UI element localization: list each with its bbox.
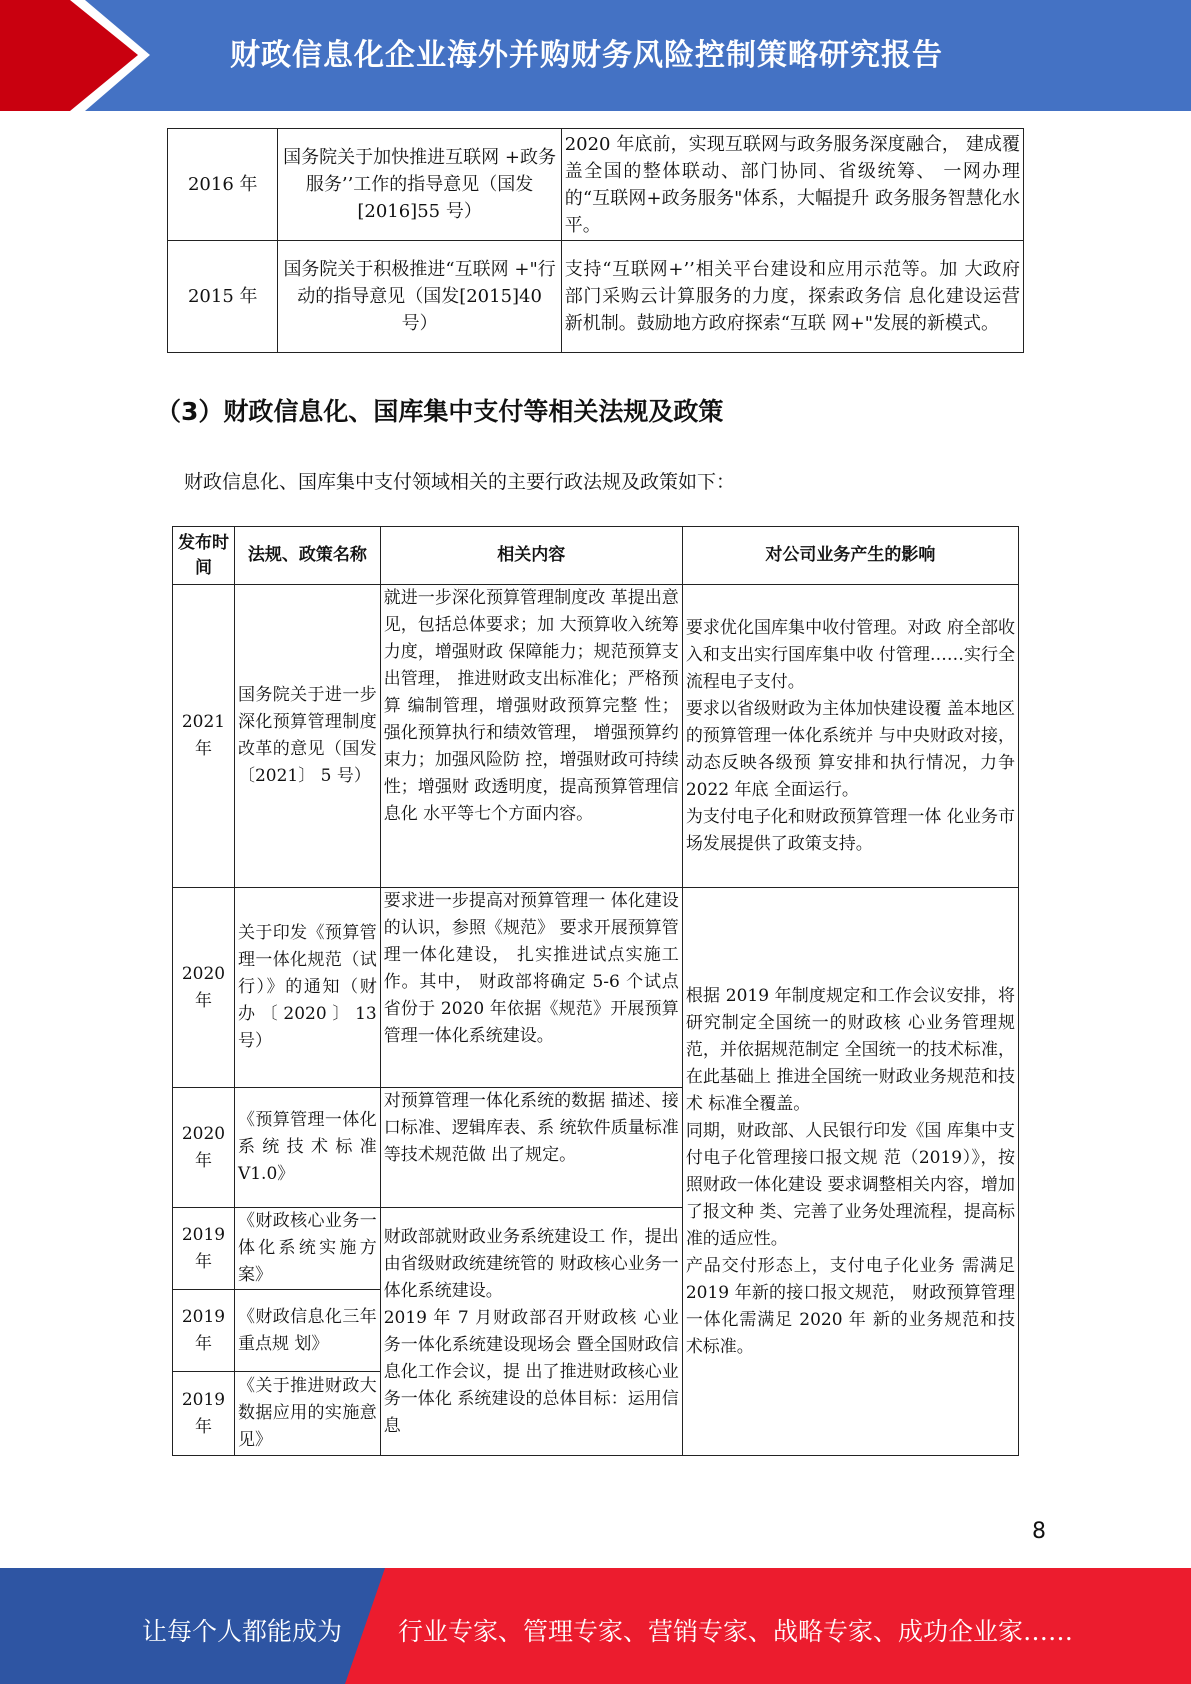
table-cell-content: 2020 年底前，实现互联网与政务服务深度融合， 建成覆盖全国的整体联动、部门协同、省级统筹、 一网办理的“互联网+政务服务"体系，大幅提升 政务服务智慧化水平。 [561, 129, 1023, 241]
table-cell-year: 2019 年 [173, 1208, 235, 1290]
table-cell-content: 支持“互联网+’’相关平台建设和应用示范等。加 大政府部门采购云计算服务的力度，探索政务信 息化建设运营新机制。鼓励地方政府探索“互联 网+"发展的新模式。 [561, 241, 1023, 353]
column-header: 相关内容 [380, 527, 682, 585]
table-cell-year: 2019 年 [173, 1372, 235, 1456]
table-row [168, 241, 1024, 353]
table-cell-impact [682, 888, 1018, 1456]
table-cell-name: 国务院关于加快推进互联网 +政务服务’’工作的指导意见（国发[2016]55 号） [278, 129, 561, 241]
footer-slogan-right: 行业专家、管理专家、营销专家、战略专家、成功企业家…… [398, 1617, 1074, 1646]
table-cell-year: 2021 年 [173, 585, 235, 888]
table-row [173, 888, 1019, 1088]
table-cell-name: 《预算管理一体化系统技术标准 V1.0》 [234, 1088, 380, 1208]
table-cell-impact [682, 585, 1018, 888]
column-header: 发布时间 [173, 527, 235, 585]
policy-table [172, 526, 1019, 1456]
table-cell-content: 要求进一步提高对预算管理一 体化建设的认识，参照《规范》 要求开展预算管理一体化建设， 扎实推进试点实施工作。其中， 财政部将确定 5-6 个试点省份于 2020 年依据《规范》开展预算管理一体化系统建设。 [380, 888, 682, 1088]
table-header-row [173, 527, 1019, 585]
policy-table-continued [167, 128, 1024, 353]
table-cell-name: 国务院关于积极推进“互联网 +"行动的指导意见（国发[2015]40 号） [278, 241, 561, 353]
header-title: 财政信息化企业海外并购财务风险控制策略研究报告 [230, 38, 943, 73]
table-cell-content [380, 1208, 682, 1456]
column-header: 法规、政策名称 [234, 527, 380, 585]
section-intro: 财政信息化、国库集中支付领域相关的主要行政法规及政策如下： [184, 471, 736, 493]
table-cell-name: 《关于推进财政大数据应用的实施意见》 [234, 1372, 380, 1456]
page-footer [0, 1568, 1191, 1684]
impact-paragraph: 要求以省级财政为主体加快建设覆 盖本地区的预算管理一体化系统并 与中央财政对接，动态反映各级预 算安排和执行情况，力争 2022 年底 全面运行。 [685, 698, 1015, 800]
content-paragraph: 2019 年 7 月财政部召开财政核 心业务一体化系统建设现场会 暨全国财政信息化工作会议，提 出了推进财政核心业务一体化 系统建设的总体目标：运用信息 [383, 1307, 679, 1436]
table-cell-name: 《财政核心业务一体化系统实施方案》 [234, 1208, 380, 1290]
table-cell-name: 国务院关于进一步深化预算管理制度改革的意见（国发〔2021〕 5 号） [234, 585, 380, 888]
page-header [0, 0, 1191, 111]
impact-paragraph: 根据 2019 年制度规定和工作会议安排，将研究制定全国统一的财政核 心业务管理规范，并依据规范制定 全国统一的技术标准，在此基础上 推进全国统一财政业务规范和技术 标准全覆盖。 [685, 985, 1015, 1114]
table-cell-year: 2016 年 [168, 129, 278, 241]
table-cell-name: 关于印发《预算管理一体化规范（试行）》的通知（财办〔2020〕13 号） [234, 888, 380, 1088]
table-cell-year: 2020 年 [173, 1088, 235, 1208]
section-title: （3）财政信息化、国库集中支付等相关法规及政策 [156, 397, 724, 426]
impact-paragraph: 要求优化国库集中收付管理。对政 府全部收入和支出实行国库集中收 付管理……实行全流程电子支付。 [685, 617, 1015, 692]
header-chevron-red [0, 0, 138, 111]
impact-paragraph: 为支付电子化和财政预算管理一体 化业务市场发展提供了政策支持。 [685, 806, 1015, 854]
table-cell-content: 对预算管理一体化系统的数据 描述、接口标准、逻辑库表、系 统软件质量标准等技术规范做 出了规定。 [380, 1088, 682, 1208]
table-cell-year: 2020 年 [173, 888, 235, 1088]
table-row [173, 585, 1019, 888]
impact-paragraph: 同期，财政部、人民银行印发《国 库集中支付电子化管理接口报文规 范（2019）》，按照财政一体化建设 要求调整相关内容，增加了报文种 类、完善了业务处理流程，提高标 准的适应性。 [685, 1120, 1015, 1249]
content-paragraph: 财政部就财政业务系统建设工 作，提出由省级财政统建统管的 财政核心业务一体化系统建设。 [383, 1226, 679, 1301]
footer-slogan-left: 让每个人都能成为 [142, 1617, 343, 1646]
table-cell-year: 2019 年 [173, 1290, 235, 1372]
table-cell-content: 就进一步深化预算管理制度改 革提出意见，包括总体要求；加 大预算收入统筹力度，增强财政 保障能力；规范预算支出管理， 推进财政支出标准化；严格预算 编制管理，增强财政预算完整 性；强化预算执行和绩效管理， 增强预算约束力；加强风险防 控，增强财政可持续性；增强财 政透明度，提高预算管理信息化 水平等七个方面内容。 [380, 585, 682, 888]
column-header: 对公司业务产生的影响 [682, 527, 1018, 585]
table-cell-name: 《财政信息化三年重点规 划》 [234, 1290, 380, 1372]
page-number: 8 [1032, 1519, 1046, 1544]
table-row [168, 129, 1024, 241]
table-cell-year: 2015 年 [168, 241, 278, 353]
impact-paragraph: 产品交付形态上，支付电子化业务 需满足 2019 年新的接口报文规范， 财政预算管理一体化需满足 2020 年 新的业务规范和技术标准。 [685, 1255, 1015, 1357]
